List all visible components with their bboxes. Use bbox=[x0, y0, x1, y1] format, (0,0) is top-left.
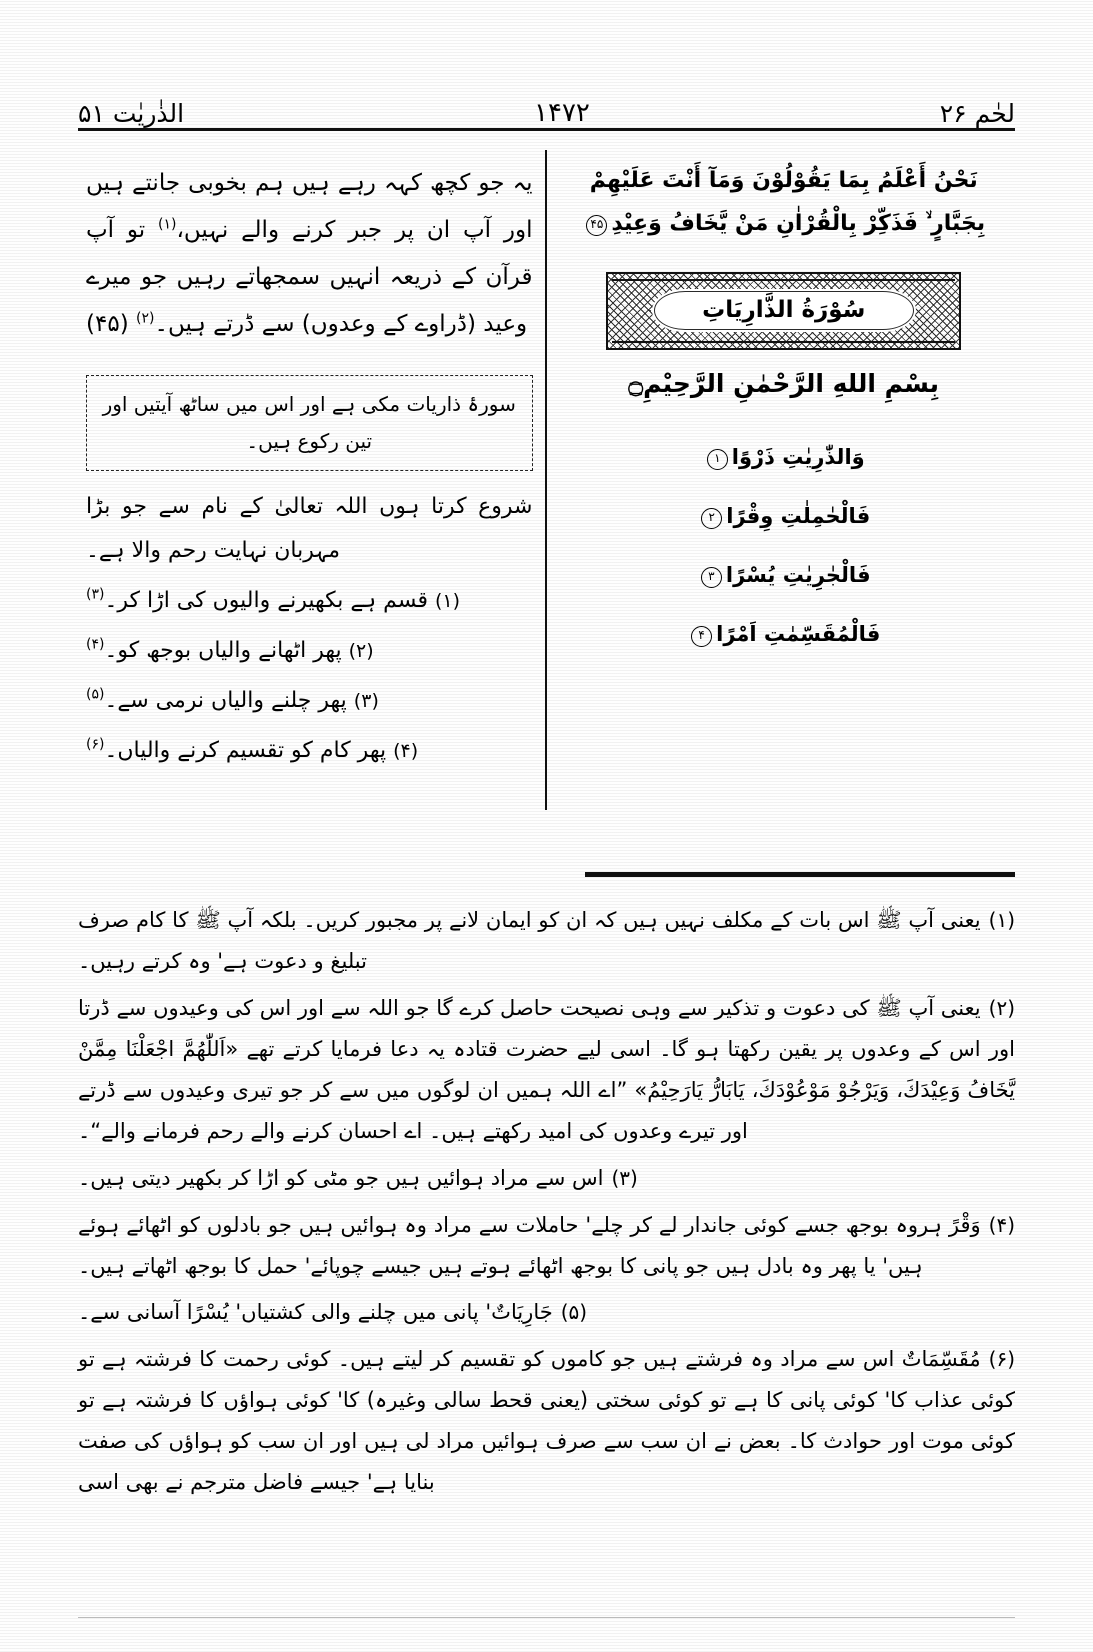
header-juz-label: لحٰم ۲۶ bbox=[939, 99, 1015, 128]
ayat-list bbox=[561, 437, 1008, 655]
ayah-text: فَالْحٰمِلٰتِ وِقْرًا bbox=[726, 503, 871, 528]
ayah-number-marker: ۴۵ bbox=[586, 215, 607, 236]
verse-number-label: (۴۵) bbox=[86, 311, 129, 338]
verse-number: (۴) bbox=[393, 739, 419, 762]
verse-translation-text: قسم ہے بکھیرنے والیوں کی اڑا کر۔ bbox=[104, 587, 428, 613]
footnote-item bbox=[78, 988, 1015, 1152]
header-surah-label: الذٰریٰت ۵۱ bbox=[78, 99, 185, 128]
surah-info-note: سورۂ ذاریات مکی ہے اور اس میں ساٹھ آیتیں اور تین رکوع ہیں۔ bbox=[86, 375, 533, 471]
verse-translation-row bbox=[86, 579, 533, 623]
surah-title-banner bbox=[606, 272, 961, 350]
footnote-ref: (۱) bbox=[158, 216, 177, 233]
footnote-ref: (۳) bbox=[86, 586, 105, 603]
footnote-marker: (۱) bbox=[988, 908, 1015, 932]
footnote-marker: (۳) bbox=[611, 1165, 638, 1190]
footnote-text: مُقَسِّمَاتٌ اس سے مراد وہ فرشتے ہیں جو کاموں کو تقسیم کر لیتے ہیں۔ کوئی رحمت کا فرشتہ ہے تو کوئی عذاب کا' کوئی پانی کا ہے تو کوئی سختی (یعنی قحط سالی وغیرہ) کا' کوئی ہواؤں کا فرشتہ ہے تو کوئی موت اور حوادث کا۔ بعض نے ان سب سے صرف ہوائیں مراد لی ہیں اور ان سب کو ہواؤں کی صفت بنایا ہے' جیسے فاضل مترجم نے بھی اسی bbox=[78, 1347, 1015, 1495]
footnote-text: اس سے مراد ہوائیں ہیں جو مٹی کو اڑا کر بکھیر دیتی ہیں۔ bbox=[78, 1165, 604, 1190]
translation-text: یہ جو کچھ کہہ رہے ہیں ہم بخوبی جانتے ہیں اور آپ ان پر جبر کرنے والے نہیں، bbox=[86, 170, 533, 244]
previous-surah-ayah bbox=[561, 160, 1008, 246]
surah-title-cartouche bbox=[654, 291, 914, 330]
ayah-number-marker: ۴ bbox=[691, 626, 712, 647]
page-header bbox=[78, 74, 1015, 126]
footnote-item bbox=[78, 1205, 1015, 1287]
main-columns bbox=[78, 150, 1015, 810]
verse-number: (۲) bbox=[348, 639, 374, 662]
footnote-text: یعنی آپ ﷺ کی دعوت و تذکیر سے وہی نصیحت حاصل کرے گا جو اللہ سے اور اس کی وعیدوں سے ڈرتا اور اس کے وعدوں پر یقین رکھتا ہو گا۔ اسی لیے حضرت قتادہ یہ دعا فرمایا کرتے تھے «اَللّٰهُمَّ اجْعَلْنَا مِمَّنْ يَّخَافُ وَعِيْدَكَ، وَيَرْجُوْ مَوْعُوْدَكَ، يَابَارُّ يَارَحِيْمُ» ”اے اللہ ہمیں ان لوگوں میں سے کر جو تیری وعیدوں سے ڈرتے اور تیرے وعدوں کی امید رکھتے ہیں۔ اے احسان کرنے والے رحم فرمانے والے“۔ bbox=[78, 995, 1015, 1143]
verse-translation-row bbox=[86, 679, 533, 723]
footnote-item bbox=[78, 900, 1015, 982]
previous-surah-ayah-text: نَحْنُ أَعْلَمُ بِمَا يَقُوْلُوْنَ وَمَآ أَنْتَ عَلَيْهِمْ بِجَبَّارٍ ۙ فَذَكِّرْ بِالْقُرْاٰنِ مَنْ يَّخَافُ وَعِيْدِ bbox=[589, 168, 986, 236]
ayah-item bbox=[561, 555, 1008, 596]
ayah-item bbox=[561, 614, 1008, 655]
ayah-number-marker: ۳ bbox=[701, 567, 722, 588]
footnote-ref: (۴) bbox=[86, 636, 105, 653]
translation-text-cont: تو آپ قرآن کے ذریعہ انہیں سمجھاتے رہیں جو میرے وعید (ڈراوے کے وعدوں) سے ڈرتے ہیں۔ bbox=[86, 217, 533, 338]
bismillah-arabic: بِسْمِ اللهِ الرَّحْمٰنِ الرَّحِيْمِ۝ bbox=[628, 368, 940, 398]
ayah-text: فَالْجٰرِيٰتِ يُسْرًا bbox=[725, 562, 871, 587]
arabic-column bbox=[547, 150, 1016, 810]
footnote-item bbox=[78, 1292, 1015, 1333]
footnote-marker: (۶) bbox=[988, 1347, 1015, 1372]
footnote-text: جَارِيَاتٌ' پانی میں چلنے والی کشتیاں' يُسْرًا آسانی سے۔ bbox=[78, 1300, 553, 1325]
ayah-text: فَالْمُقَسِّمٰتِ اَمْرًا bbox=[716, 621, 881, 646]
ayah-number-marker: ۲ bbox=[701, 508, 722, 529]
footnote-text: یعنی آپ ﷺ اس بات کے مکلف نہیں ہیں کہ ان کو ایمان لانے پر مجبور کریں۔ بلکہ آپ ﷺ کا کام صرف تبلیغ و دعوت ہے' وہ کرتے رہیں۔ bbox=[78, 908, 981, 973]
footnote-ref: (۵) bbox=[86, 686, 105, 703]
bismillah-translation: شروع کرتا ہوں اللہ تعالیٰ کے نام سے جو بڑا مہربان نہایت رحم والا ہے۔ bbox=[86, 493, 533, 563]
previous-surah-translation bbox=[86, 160, 533, 349]
ayah-text: وَالذّٰرِيٰتِ ذَرْوًا bbox=[731, 444, 865, 469]
header-rule bbox=[78, 128, 1015, 131]
verse-translation-text: پھر کام کو تقسیم کرنے والیاں۔ bbox=[104, 737, 387, 763]
ayah-item bbox=[561, 437, 1008, 478]
footnote-item bbox=[78, 1158, 1015, 1199]
footnote-item bbox=[78, 1339, 1015, 1503]
footnote-marker: (۵) bbox=[560, 1300, 588, 1325]
footnote-ref: (۶) bbox=[86, 736, 105, 753]
verse-number: (۳) bbox=[353, 689, 379, 712]
urdu-column bbox=[78, 150, 547, 810]
footnote-marker: (۴) bbox=[988, 1212, 1015, 1237]
verse-number: (۱) bbox=[434, 589, 461, 612]
footnote-marker: (۲) bbox=[988, 995, 1015, 1020]
footnote-separator-rule bbox=[585, 872, 1015, 877]
verse-translation-text: پھر چلنے والیاں نرمی سے۔ bbox=[104, 687, 347, 713]
footnote-text: وَقْرً ہروہ بوجھ جسے کوئی جاندار لے کر چلے' حاملات سے مراد وہ ہوائیں ہیں جو بادلوں کو اٹھائے ہوئے ہیں' یا پھر وہ بادل ہیں جو پانی کا بوجھ اٹھائے ہوتے ہیں جیسے چوپائے' حمل کا بوجھ اٹھاتے ہیں۔ bbox=[78, 1212, 981, 1278]
verse-translation-text: پھر اٹھانے والیاں بوجھ کو۔ bbox=[104, 637, 342, 663]
page-bottom-rule bbox=[78, 1617, 1015, 1618]
verse-translation-row bbox=[86, 729, 533, 773]
ayah-item bbox=[561, 496, 1008, 537]
surah-title-text: سُوْرَةُ الذَّارِيَاتِ bbox=[702, 297, 866, 324]
footnote-ref: (۲) bbox=[136, 310, 155, 327]
ayah-number-marker: ۱ bbox=[707, 449, 728, 470]
verse-translation-row bbox=[86, 629, 533, 673]
footnotes-section bbox=[78, 900, 1015, 1509]
page-number: ۱۴۷۲ bbox=[534, 98, 590, 128]
